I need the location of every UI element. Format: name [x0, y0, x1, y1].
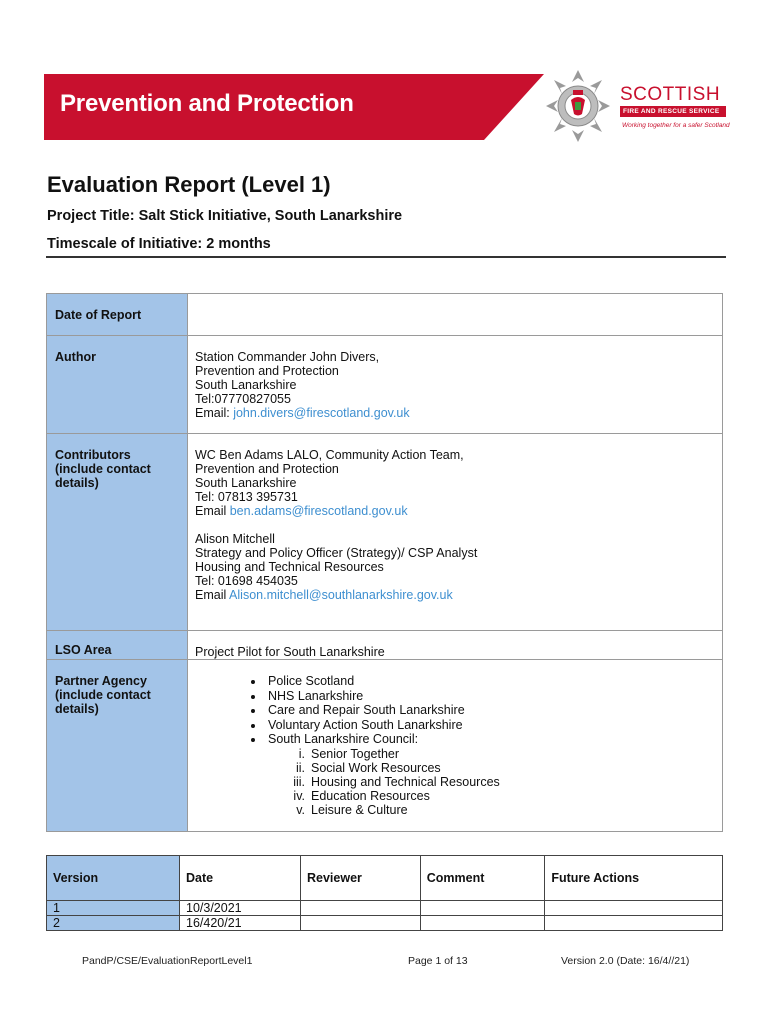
list-item: • NHS Lanarkshire [265, 689, 715, 704]
partner-agency-label [47, 660, 188, 832]
table-cell: 16/420/21 [180, 916, 301, 931]
list-number: ii. [295, 760, 305, 775]
label-text: Partner Agency [55, 674, 147, 688]
list-number: v. [296, 802, 305, 817]
footer-version: Version 2.0 (Date: 16/4//21) [561, 955, 690, 967]
list-text: Social Work Resources [311, 760, 441, 775]
table-row [47, 336, 723, 434]
column-header-future-actions: Future Actions [545, 856, 723, 901]
label-text: details) [55, 702, 99, 716]
footer-page-number: Page 1 of 13 [408, 955, 468, 967]
list-text: Education Resources [311, 788, 430, 803]
label-text: Author [55, 350, 96, 364]
table-cell [420, 901, 545, 916]
contributors-label [47, 434, 188, 631]
author-label [47, 336, 188, 434]
table-cell [545, 916, 723, 931]
table-cell: 1 [47, 901, 180, 916]
table-cell [420, 916, 545, 931]
column-header-date: Date [180, 856, 301, 901]
label-text: LSO Area [55, 643, 112, 657]
contributor-line: South Lanarkshire [195, 476, 297, 490]
table-cell [300, 916, 420, 931]
author-line: Prevention and Protection [195, 364, 339, 378]
email-prefix: Email [195, 504, 230, 518]
report-details-table [46, 293, 723, 832]
date-of-report-label [47, 294, 188, 336]
email-prefix: Email [195, 588, 230, 602]
fire-service-crest-icon [544, 68, 612, 144]
contributor-line: Housing and Technical Resources [195, 560, 384, 574]
logo-subtitle: FIRE AND RESCUE SERVICE [623, 107, 720, 115]
contributor-email-link[interactable]: Alison.mitchell@southlanarkshire.gov.uk [229, 588, 453, 602]
label-text: (include contact [55, 688, 151, 702]
list-number: iii. [293, 774, 305, 789]
table-cell: 10/3/2021 [180, 901, 301, 916]
title-divider [46, 256, 726, 258]
lso-area-label [47, 631, 188, 660]
logo-tagline: Working together for a safer Scotland [622, 122, 730, 129]
list-item: • Care and Repair South Lanarkshire [265, 703, 715, 718]
list-item: • Police Scotland [265, 674, 715, 689]
author-email-link[interactable]: john.divers@firescotland.gov.uk [233, 406, 410, 420]
table-row [47, 660, 723, 832]
list-text: Leisure & Culture [311, 802, 408, 817]
list-item [195, 789, 715, 803]
partner-list [195, 674, 715, 747]
banner-title: Prevention and Protection [60, 90, 354, 117]
date-of-report-value [188, 294, 723, 336]
list-item [195, 775, 715, 789]
column-header-version: Version [47, 856, 180, 901]
version-history-table [46, 855, 723, 931]
contributor-email-line [195, 588, 715, 602]
table-row [47, 916, 723, 931]
table-header-row [47, 856, 723, 901]
list-text: Senior Together [311, 746, 400, 761]
list-item [195, 803, 715, 817]
spacer [195, 518, 715, 532]
contributor-line: Prevention and Protection [195, 462, 339, 476]
project-title: Project Title: Salt Stick Initiative, South Lanarkshire [47, 208, 403, 224]
label-text: Date of Report [55, 307, 142, 322]
table-cell [545, 901, 723, 916]
document-title: Evaluation Report (Level 1) [47, 172, 331, 197]
author-line: Station Commander John Divers, [195, 350, 380, 364]
footer-doc-ref: PandP/CSE/EvaluationReportLevel1 [82, 955, 253, 967]
email-prefix: Email: [195, 406, 234, 420]
author-line: Tel:07770827055 [195, 392, 291, 406]
label-text: (include contact [55, 462, 151, 476]
label-text: Contributors [55, 448, 131, 462]
table-row [47, 434, 723, 631]
contributor-line: Tel: 01698 454035 [195, 574, 298, 588]
list-number: iv. [293, 788, 305, 803]
author-value [188, 336, 723, 434]
author-email-line [195, 406, 715, 420]
logo-name: SCOTTISH [620, 84, 721, 105]
contributor-line: WC Ben Adams LALO, Community Action Team, [195, 448, 464, 462]
contributor-email-line [195, 504, 715, 518]
contributor-line: Strategy and Policy Officer (Strategy)/ CSP Analyst [195, 546, 478, 560]
timescale: Timescale of Initiative: 2 months [47, 236, 271, 252]
contributor-line: Alison Mitchell [195, 532, 275, 546]
partner-agency-value [188, 660, 723, 832]
column-header-comment: Comment [420, 856, 545, 901]
list-number: i. [298, 746, 305, 761]
contributor-email-link[interactable]: ben.adams@firescotland.gov.uk [229, 504, 408, 518]
author-line: South Lanarkshire [195, 378, 297, 392]
contributor-line: Tel: 07813 395731 [195, 490, 298, 504]
column-header-reviewer: Reviewer [300, 856, 420, 901]
table-row [47, 294, 723, 336]
table-cell [300, 901, 420, 916]
list-item [195, 761, 715, 775]
table-row [47, 631, 723, 660]
list-item: • Voluntary Action South Lanarkshire [265, 718, 715, 733]
list-item: • South Lanarkshire Council: [265, 732, 715, 747]
list-text: Housing and Technical Resources [311, 774, 500, 789]
table-row [47, 901, 723, 916]
lso-area-value: Project Pilot for South Lanarkshire [188, 631, 723, 660]
label-text: details) [55, 476, 99, 490]
list-item [195, 747, 715, 761]
council-sub-list [195, 747, 715, 817]
logo-subtitle-bar [620, 106, 726, 117]
table-cell: 2 [47, 916, 180, 931]
contributors-value [188, 434, 723, 631]
